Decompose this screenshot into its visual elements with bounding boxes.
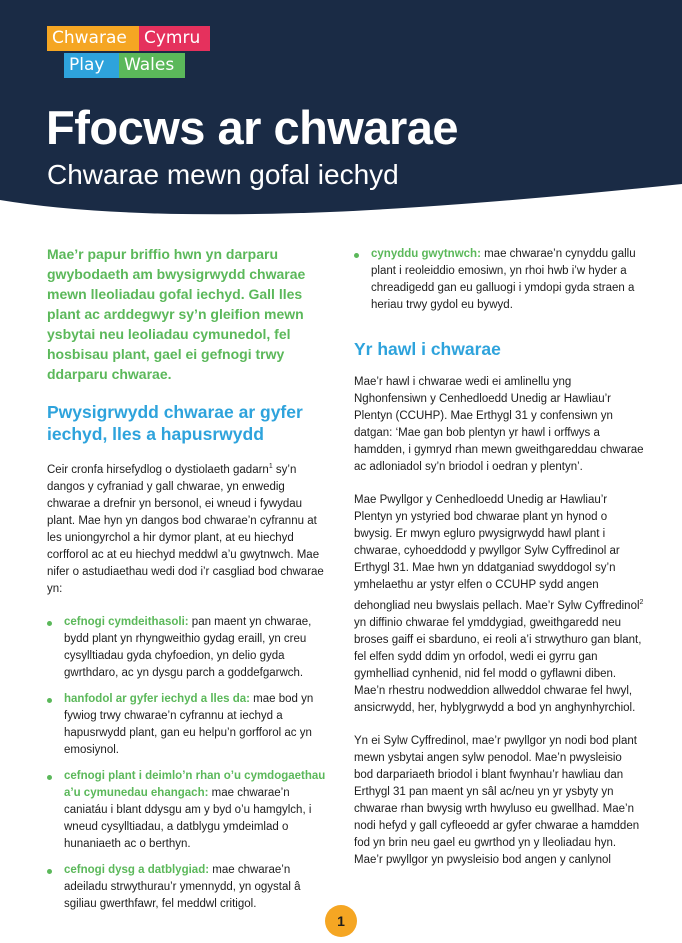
list-item: hanfodol ar gyfer iechyd a lles da: mae bod yn fywiog trwy chwarae’n cyfrannu at iechyd a hapusrwydd plant, gan eu helpu’n gorfforol ac yn emosiynol. — [47, 691, 329, 759]
uncrc-paragraph: Mae’r hawl i chwarae wedi ei amlinellu yng Nghonfensiwn y Cenhedloedd Unedig ar Hawliau’r Plentyn (CCUHP). Mae Erthygl 31 y confensiwn yn datgan: ‘Mae gan bob plentyn yr hawl i orffwys a hamdden, i gymryd rhan mewn gweithgareddau chwarae ac adloniadol sy’n briodol i oedran y plentyn’. — [354, 376, 644, 473]
list-item: cynyddu gwytnwch: mae chwarae’n cynyddu gallu plant i reoleiddio emosiwn, yn rhoi hwb i’w hyder a chreadigedd gan eu galluogi i ymdopi gyda straen a heriau trwy gydol eu bywyd. — [354, 246, 644, 314]
benefits-list — [47, 614, 329, 913]
logo-word-cymru: Cymru — [139, 26, 210, 51]
hospital-paragraph: Yn ei Sylw Cyffredinol, mae’r pwyllgor yn nodi bod plant mewn ysbytai angen sylw penodol. Mae’n pwysleisio bod darpariaeth briodol i blant fwynhau’r hawliau dan Erthygl 31 pan maent yn sâl ac/neu yn yr ysbyty yn chwarae rhan bwysig wrth hwyluso eu gwellhad. Mae’n nodi hefyd y gall cyfleoedd ar gyfer chwarae a hamdden fod yn brin neu gael eu gwrthod yn y lleoliadau hyn. Mae’r pwyllgor yn pwysleisio bod angen y canlynol — [354, 734, 640, 866]
logo-word-chwarae: Chwarae — [47, 26, 139, 51]
bullet-icon — [47, 775, 52, 780]
page-subtitle: Chwarae mewn gofal iechyd — [47, 159, 399, 190]
importance-paragraph: Ceir cronfa hirsefydlog o dystiolaeth gadarn$^1$ sy’n dangos y cyfraniad y gall chwarae, yn enwedig chwarae a drefnir yn bersonol, ei wneud i fywydau plant. Mae hyn yn dangos bod chwarae’n cyfrannu at les uniongyrchol a hir dymor plant, at eu hiechyd corfforol ac at eu hiechyd meddwl a’u gwytnwch. Mae nifer o astudiaethau wedi dod i’r casgliad bod chwarae yn: — [47, 463, 324, 595]
page-title: Ffocws ar chwarae — [46, 101, 459, 154]
bullet-icon — [47, 621, 52, 626]
list-item: cefnogi cymdeithasoli: pan maent yn chwarae, bydd plant yn rhyngweithio gydag eraill, yn creu cysylltiadau gyda chyfoedion, yn delio gyda gwrthdaro, ac yn dysgu parch a goddefgarwch. — [47, 614, 329, 682]
page-number: 1 — [325, 905, 357, 937]
intro-paragraph: Mae’r papur briffio hwn yn darparu gwybodaeth am bwysigrwydd chwarae mewn lleoliadau gofal iechyd. Gall lles plant ac arddegwyr sy’n gleifion mewn ysbytai neu leoliadau cymunedol, fel hosbisau plant, gael ei gefnogi trwy ddarparu chwarae. — [47, 246, 306, 382]
footnote-1[interactable]: 1 — [268, 463, 273, 470]
bullet-icon — [354, 253, 359, 258]
logo-word-wales: Wales — [119, 53, 185, 78]
play-wales-logo[interactable] — [47, 26, 217, 82]
logo-word-play: Play — [64, 53, 119, 78]
list-item: cefnogi plant i deimlo’n rhan o’u cymdogaethau a’u cymunedau ehangach: mae chwarae’n caniatáu i blant ddysgu am y byd o’u hamgylch, i wneud cysylltiadau, a datblygu ymdeimlad o hunaniaeth ac o berthyn. — [47, 768, 329, 853]
section-heading-importance: Pwysigrwydd chwarae ar gyfer iechyd, lles a hapusrwydd — [47, 402, 303, 444]
general-comment-paragraph: Mae Pwyllgor y Cenhedloedd Unedig ar Hawliau’r Plentyn yn ystyried bod chwarae plant yn hynod o bwysig. Er mwyn egluro pwysigrwydd hawl plant i chwarae, cyhoeddodd y pwyllgor Sylw Cyffredinol ar Erthygl 31. Mae hwn yn ddatganiad swyddogol sy’n ymhelaethu ar ystyr elfen o CCUHP sydd angen dehongliad neu bwyslais pellach. Mae’r Sylw Cyffredinol$^2$ yn diffinio chwarae fel ymddygiad, gweithgaredd neu broses gaiff ei sbarduno, ei reoli a’i strwythuro gan blant, fel elfen sydd ddim yn orfodol, wedi ei gyrru gan gymhelliad cynhenid, nid fel modd o gyflawni diben. Mae’n rhestru nodweddion allweddol chwarae fel hwyl, ansicrwydd, her, hyblygrwydd a bod yn anghynhyrchiol. — [354, 494, 644, 714]
left-column — [47, 244, 329, 922]
bullet-icon — [47, 869, 52, 874]
section-heading-right-to-play: Yr hawl i chwarae — [354, 339, 501, 359]
right-column — [354, 246, 644, 885]
list-item: cefnogi dysg a datblygiad: mae chwarae’n adeiladu strwythurau’r ymennydd, yn ogystal â sgiliau gwerthfawr, fel meddwl critigol. — [47, 862, 329, 913]
bullet-icon — [47, 698, 52, 703]
benefits-list-continued — [354, 246, 644, 314]
footnote-2[interactable]: 2 — [639, 599, 644, 606]
header-banner — [0, 0, 682, 222]
